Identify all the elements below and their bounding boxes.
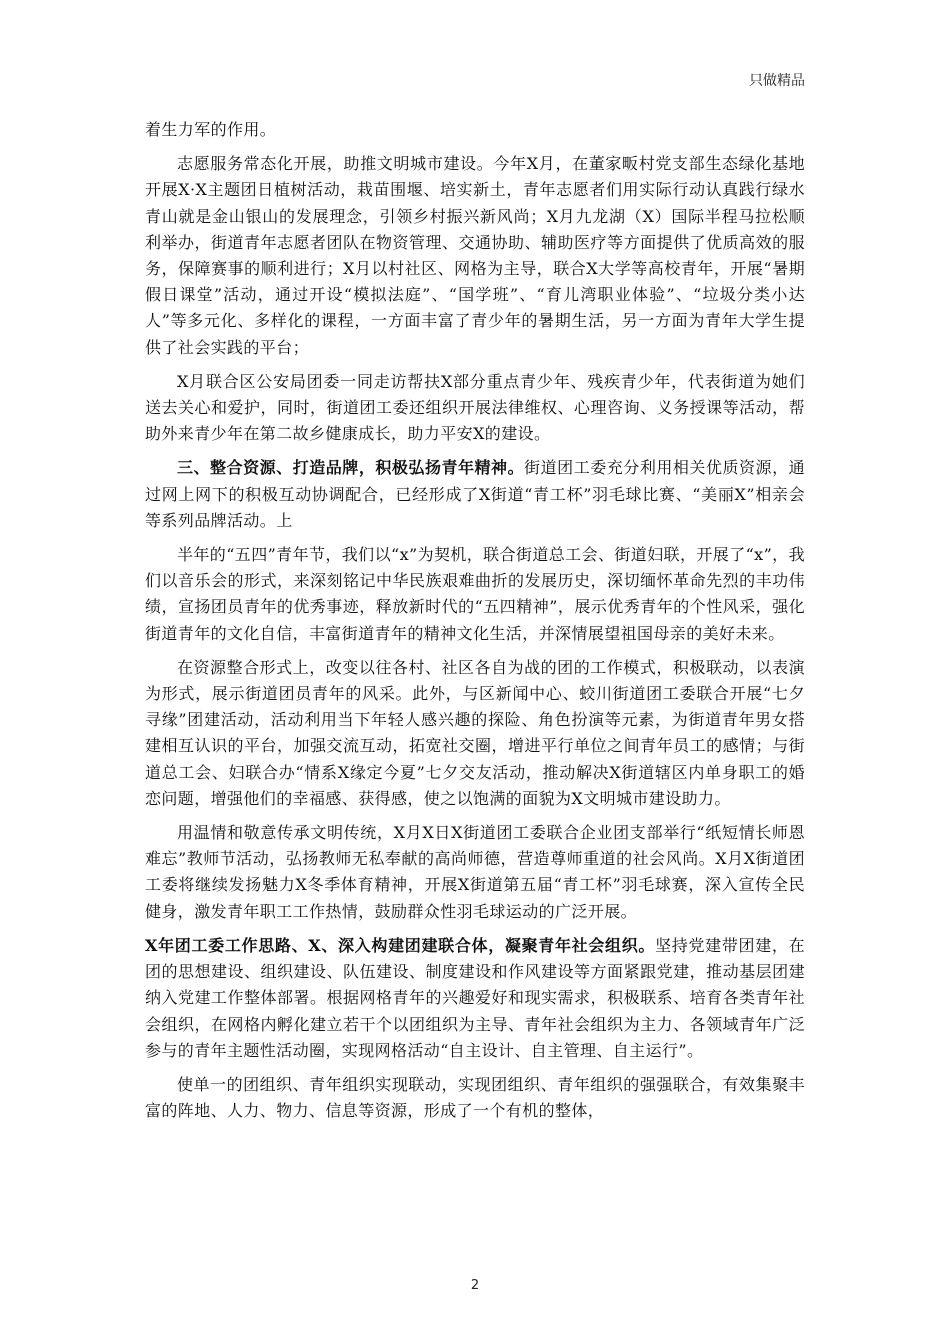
paragraph-8 [145, 933, 805, 1064]
paragraph-text: X月联合区公安局团委一同走访帮扶X部分重点青少年、残疾青少年，代表街道为她们送去关心和爱护，同时，街道团工委还组织开展法律维权、心理咨询、义务授课等活动，帮助外来青少年在第二故乡健康成长，助力平安X的建设。 [145, 371, 805, 444]
page-number: 2 [470, 1278, 480, 1293]
paragraph-5 [145, 542, 805, 647]
paragraph-6 [145, 655, 805, 812]
header-text: 只做精品 [749, 73, 805, 89]
paragraph-text: 着生力军的作用。 [145, 120, 277, 139]
paragraph-9 [145, 1072, 805, 1124]
paragraph-text: 街道团工委充分利用相关优质资源，通过网上网下的积极互动协调配合，已经形成了X街道“青工杯”羽毛球比赛、“美丽X”相亲会等系列品牌活动。上 [145, 458, 805, 530]
paragraph-7 [145, 820, 805, 925]
paragraph-1 [145, 117, 805, 143]
paragraph-text: 用温情和敬意传承文明传统，X月X日X街道团工委联合企业团支部举行“纸短情长师恩难忘”教师节活动，弘扬教师无私奉献的高尚师德，营造尊师重道的社会风尚。X月X街道团工委将继续发扬魅力X冬季体育精神，开展X街道第五届“青工杯”羽毛球赛，深入宣传全民健身，激发青年职工工作热情，鼓励群众性羽毛球运动的广泛开展。 [145, 823, 805, 921]
paragraph-text: 半年的“五四”青年节，我们以“x”为契机，联合街道总工会、街道妇联，开展了“x”，我们以音乐会的形式，来深刻铭记中华民族艰难曲折的发展历史，深切缅怀革命先烈的丰功伟绩，宣扬团员青年的优秀事迹，释放新时代的“五四精神”，展示优秀青年的个性风采，强化街道青年的文化自信，丰富街道青年的精神文化生活，并深情展望祖国母亲的美好未来。 [145, 545, 805, 643]
paragraph-text: 在资源整合形式上，改变以往各村、社区各自为战的团的工作模式，积极联动，以表演为形式，展示街道团员青年的风采。此外，与区新闻中心、蛟川街道团工委联合开展“七夕寻缘”团建活动，活动利用当下年轻人感兴趣的探险、角色扮演等元素，为街道青年男女搭建相互认识的平台，加强交流互动，拓宽社交圈，增进平行单位之间青年员工的感情；与街道总工会、妇联合办“情系X缘定今夏”七夕交友活动，推动解决X街道辖区内单身职工的婚恋问题，增强他们的幸福感、获得感，使之以饱满的面貌为X文明城市建设助力。 [145, 657, 805, 808]
paragraph-2 [145, 151, 805, 361]
document-body [145, 117, 805, 1124]
paragraph-3 [145, 369, 805, 448]
section-heading: X年团工委工作思路、X、深入构建团建联合体，凝聚青年社会组织。 [145, 935, 656, 955]
paragraph-text: 志愿服务常态化开展，助推文明城市建设。今年X月，在董家畈村党支部生态绿化基地开展X·X主题团日植树活动，栽苗围堰、培实新土，青年志愿者们用实际行动认真践行绿水青山就是金山银山的发展理念，引领乡村振兴新风尚；X月九龙湖（X）国际半程马拉松顺利举办，街道青年志愿者团队在物资管理、交通协助、辅助医疗等方面提供了优质高效的服务，保障赛事的顺利进行；X月以村社区、网格为主导，联合X大学等高校青年，开展“暑期假日课堂”活动，通过开设“模拟法庭”、“国学班”、“育儿湾职业体验”、“垃圾分类小达人”等多元化、多样化的课程，一方面丰富了青少年的暑期生活，另一方面为青年大学生提供了社会实践的平台； [145, 154, 805, 357]
section-heading: 三、整合资源、打造品牌，积极弘扬青年精神。 [177, 458, 525, 478]
paragraph-text: 使单一的团组织、青年组织实现联动，实现团组织、青年组织的强强联合，有效集聚丰富的阵地、人力、物力、信息等资源，形成了一个有机的整体， [145, 1074, 805, 1121]
paragraph-4 [145, 455, 805, 534]
paragraph-text: 坚持党建带团建，在团的思想建设、组织建设、队伍建设、制度建设和作风建设等方面紧跟党建，推动基层团建纳入党建工作整体部署。根据网格青年的兴趣爱好和现实需求，积极联系、培育各类青年社会组织，在网格内孵化建立若干个以团组织为主导、青年社会组织为主力、各领域青年广泛参与的青年主题性活动圈，实现网格活动“自主设计、自主管理、自主运行”。 [145, 935, 805, 1060]
